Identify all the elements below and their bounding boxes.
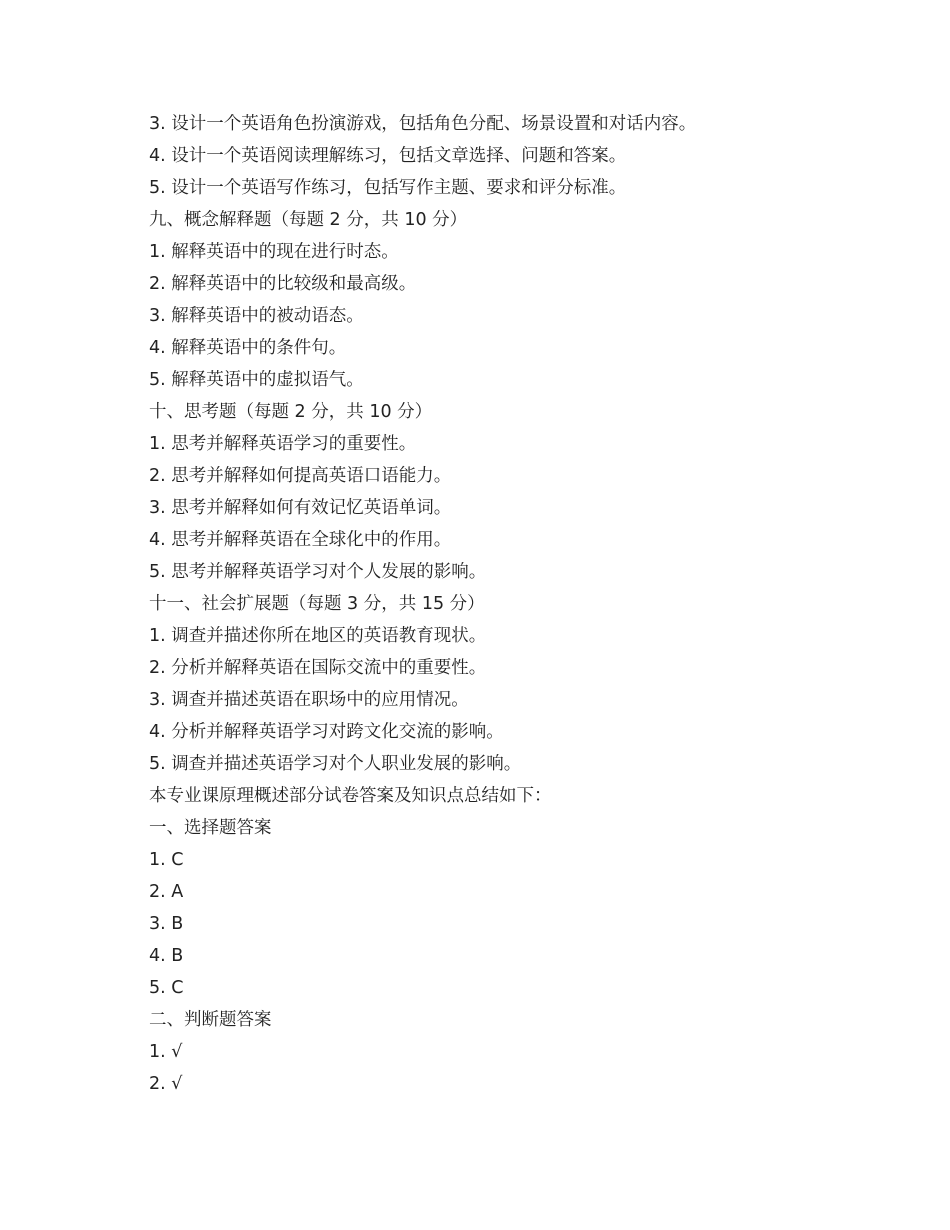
text-line: 2. 分析并解释英语在国际交流中的重要性。: [149, 658, 487, 678]
answer-line: 5. C: [149, 978, 184, 998]
answer-line: 3. B: [149, 914, 184, 934]
text-line: 5. 思考并解释英语学习对个人发展的影响。: [149, 562, 487, 582]
text-line: 2. 思考并解释如何提高英语口语能力。: [149, 466, 452, 486]
text-line: 1. 思考并解释英语学习的重要性。: [149, 434, 417, 454]
answer-line: 2. A: [149, 882, 184, 902]
text-line: 1. 解释英语中的现在进行时态。: [149, 242, 399, 262]
text-line: 3. 思考并解释如何有效记忆英语单词。: [149, 498, 452, 518]
section-heading: 九、概念解释题（每题 2 分，共 10 分）: [149, 210, 468, 230]
text-line: 1. 调查并描述你所在地区的英语教育现状。: [149, 626, 487, 646]
text-line: 4. 思考并解释英语在全球化中的作用。: [149, 530, 452, 550]
section-heading: 十一、社会扩展题（每题 3 分，共 15 分）: [149, 594, 485, 614]
section-heading: 十、思考题（每题 2 分，共 10 分）: [149, 402, 433, 422]
text-line: 4. 解释英语中的条件句。: [149, 338, 347, 358]
answer-line: 1. √: [149, 1042, 183, 1062]
answer-line: 1. C: [149, 850, 184, 870]
text-line: 2. 解释英语中的比较级和最高级。: [149, 274, 417, 294]
answer-line: 4. B: [149, 946, 184, 966]
section-heading: 一、选择题答案: [149, 818, 272, 838]
answer-line: 2. √: [149, 1074, 183, 1094]
text-line: 3. 解释英语中的被动语态。: [149, 306, 364, 326]
text-line: 4. 设计一个英语阅读理解练习，包括文章选择、问题和答案。: [149, 146, 627, 166]
text-line: 4. 分析并解释英语学习对跨文化交流的影响。: [149, 722, 504, 742]
intro-line: 本专业课原理概述部分试卷答案及知识点总结如下：: [149, 786, 552, 806]
text-line: 3. 设计一个英语角色扮演游戏，包括角色分配、场景设置和对话内容。: [149, 114, 697, 134]
document-body: [149, 108, 909, 1100]
text-line: 5. 解释英语中的虚拟语气。: [149, 370, 364, 390]
text-line: 5. 调查并描述英语学习对个人职业发展的影响。: [149, 754, 522, 774]
text-line: 5. 设计一个英语写作练习，包括写作主题、要求和评分标准。: [149, 178, 627, 198]
text-line: 3. 调查并描述英语在职场中的应用情况。: [149, 690, 469, 710]
section-heading: 二、判断题答案: [149, 1010, 272, 1030]
